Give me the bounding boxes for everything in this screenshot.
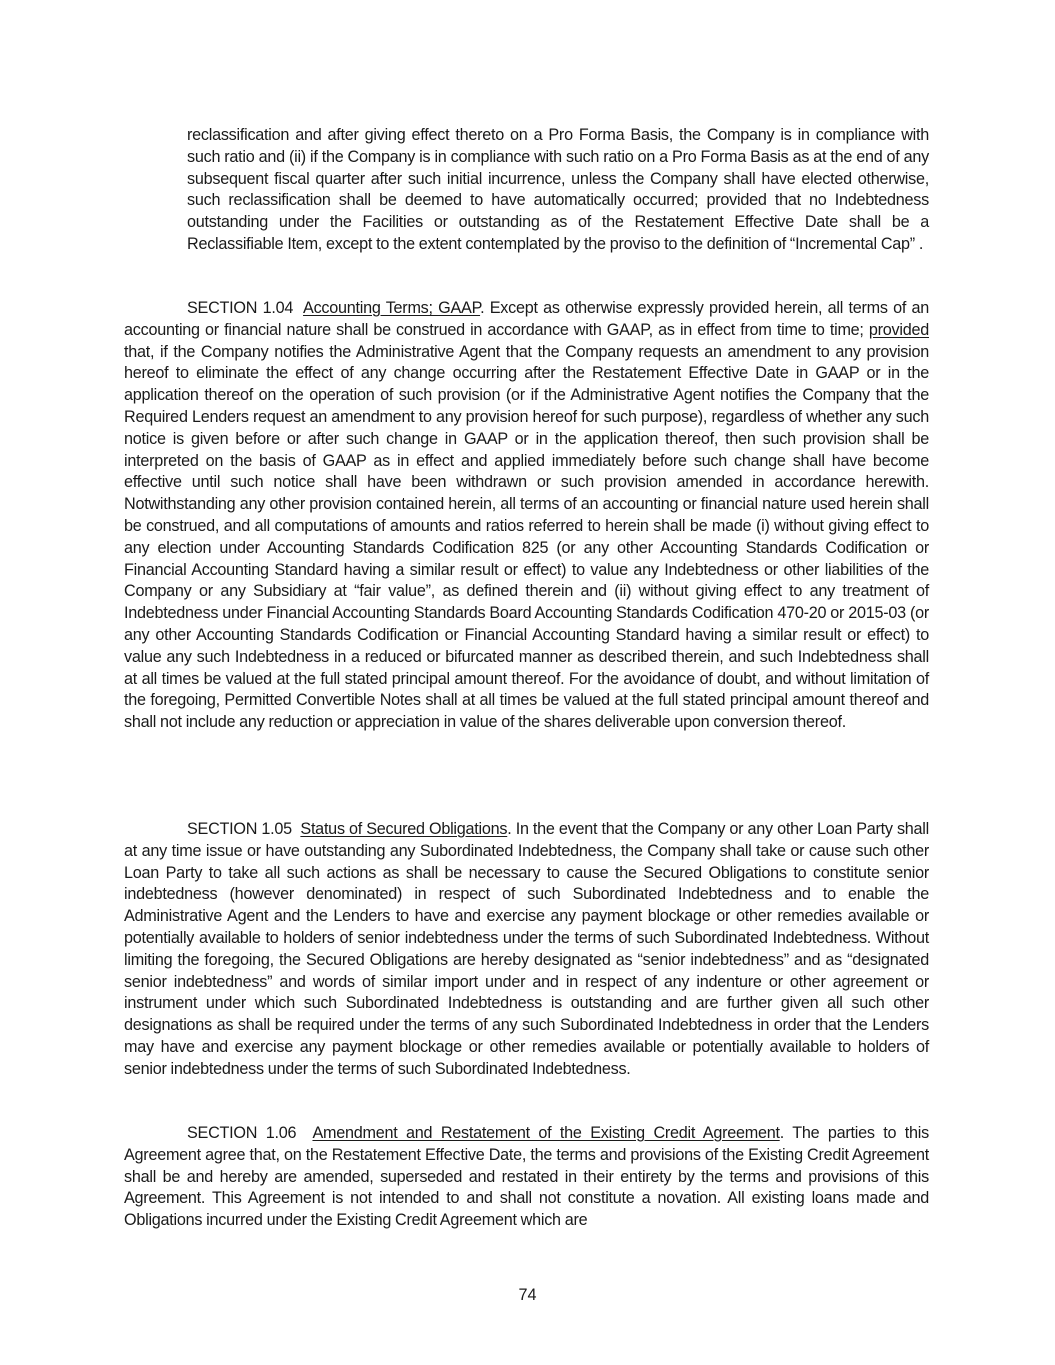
section-number: SECTION 1.04: [187, 299, 294, 317]
section-text: . Except as otherwise expressly provided herein, all terms of an accounting or financial nature shall be construed in accordance with GAAP, as in effect from time to time;: [124, 299, 929, 339]
section-number: SECTION 1.06: [187, 1124, 297, 1142]
page-number: 74: [518, 1286, 537, 1304]
section-heading: Amendment and Restatement of the Existing Credit Agreement: [312, 1124, 780, 1142]
section-1-04-paragraph: [124, 298, 929, 734]
section-1-06-paragraph: [124, 1123, 929, 1232]
section-heading: Accounting Terms; GAAP: [303, 299, 481, 317]
section-1-05-paragraph: [124, 819, 929, 1081]
proviso-term: provided: [868, 320, 929, 339]
section-text: . In the event that the Company or any other Loan Party shall at any time issue or have outstanding any Subordinated Indebtedness, the Company shall take or cause such other Loan Party to take all such actions as shall be necessary to cause the Secured Obligations to constitute senior indebtedness (however denominated) in respect of such Subordinated Indebtedness and to enable the Administrative Agent and the Lenders to have and exercise any payment blockage or other remedies available or potentially available to holders of senior indebtedness under the terms of such Subordinated Indebtedness. Without limiting the foregoing, the Secured Obligations are hereby designated as “senior indebtedness” and as “designated senior indebtedness” and words of similar import under and in respect of any indenture or other agreement or instrument under which such Subordinated Indebtedness is outstanding and are further given all such other designations as shall be required under the terms of any such Subordinated Indebtedness in order that the Lenders may have and exercise any payment blockage or other remedies available or potentially available to holders of senior indebtedness under the terms of such Subordinated Indebtedness.: [124, 820, 929, 1078]
section-heading: Status of Secured Obligations: [300, 820, 508, 838]
section-text: . The parties to this Agreement agree that, on the Restatement Effective Date, the terms and provisions of the Existing Credit Agreement shall be and hereby are amended, superseded and restated in their entirety by the terms and provisions of this Agreement. This Agreement is not intended to and shall not constitute a novation. All existing loans made and Obligations incurred under the Existing Credit Agreement which are: [124, 1124, 929, 1230]
continuation-paragraph: [187, 125, 929, 256]
section-number: SECTION 1.05: [187, 820, 292, 838]
section-text-continued: that, if the Company notifies the Administrative Agent that the Company requests an amendment to any provision hereof to eliminate the effect of any change occurring after the Restatement Effective Date in GAAP or in the application thereof on the operation of such provision (or if the Administrative Agent notifies the Company that the Required Lenders request an amendment to any provision hereof for such purpose), regardless of whether any such notice is given before or after such change in GAAP or in the application thereof, then such provision shall be interpreted on the basis of GAAP as in effect and applied immediately before such change shall have become effective until such notice shall have been withdrawn or such provision amended in accordance herewith. Notwithstanding any other provision contained herein, all terms of an accounting or financial nature used herein shall be construed, and all computations of amounts and ratios referred to herein shall be made (i) without giving effect to any election under Accounting Standards Codification 825 (or any other Accounting Standards Codification or Financial Accounting Standard having a similar result or effect) to value any Indebtedness or other liabilities of the Company or any Subsidiary at “fair value”, as defined therein and (ii) without giving effect to any treatment of Indebtedness under Financial Accounting Standards Board Accounting Standards Codification 470-20 or 2015-03 (or any other Accounting Standards Codification or Financial Accounting Standard having a similar result or effect) to value any such Indebtedness in a reduced or bifurcated manner as described therein, and such Indebtedness shall at all times be valued at the full stated principal amount thereof. For the avoidance of doubt, and without limitation of the foregoing, Permitted Convertible Notes shall at all times be valued at the full stated principal amount thereof and shall not include any reduction or appreciation in value of the shares deliverable upon conversion thereof.: [124, 342, 929, 732]
continuation-text: reclassification and after giving effect thereto on a Pro Forma Basis, the Company is in compliance with such ratio and (ii) if the Company is in compliance with such ratio on a Pro Forma Basis as at the end of any subsequent fiscal quarter after such initial incurrence, unless the Company shall have elected otherwise, such reclassification shall be deemed to have automatically occurred; provided that no Indebtedness outstanding under the Facilities or outstanding as of the Restatement Effective Date shall be a Reclassifiable Item, except to the extent contemplated by the proviso to the definition of “Incremental Cap” .: [187, 126, 929, 253]
